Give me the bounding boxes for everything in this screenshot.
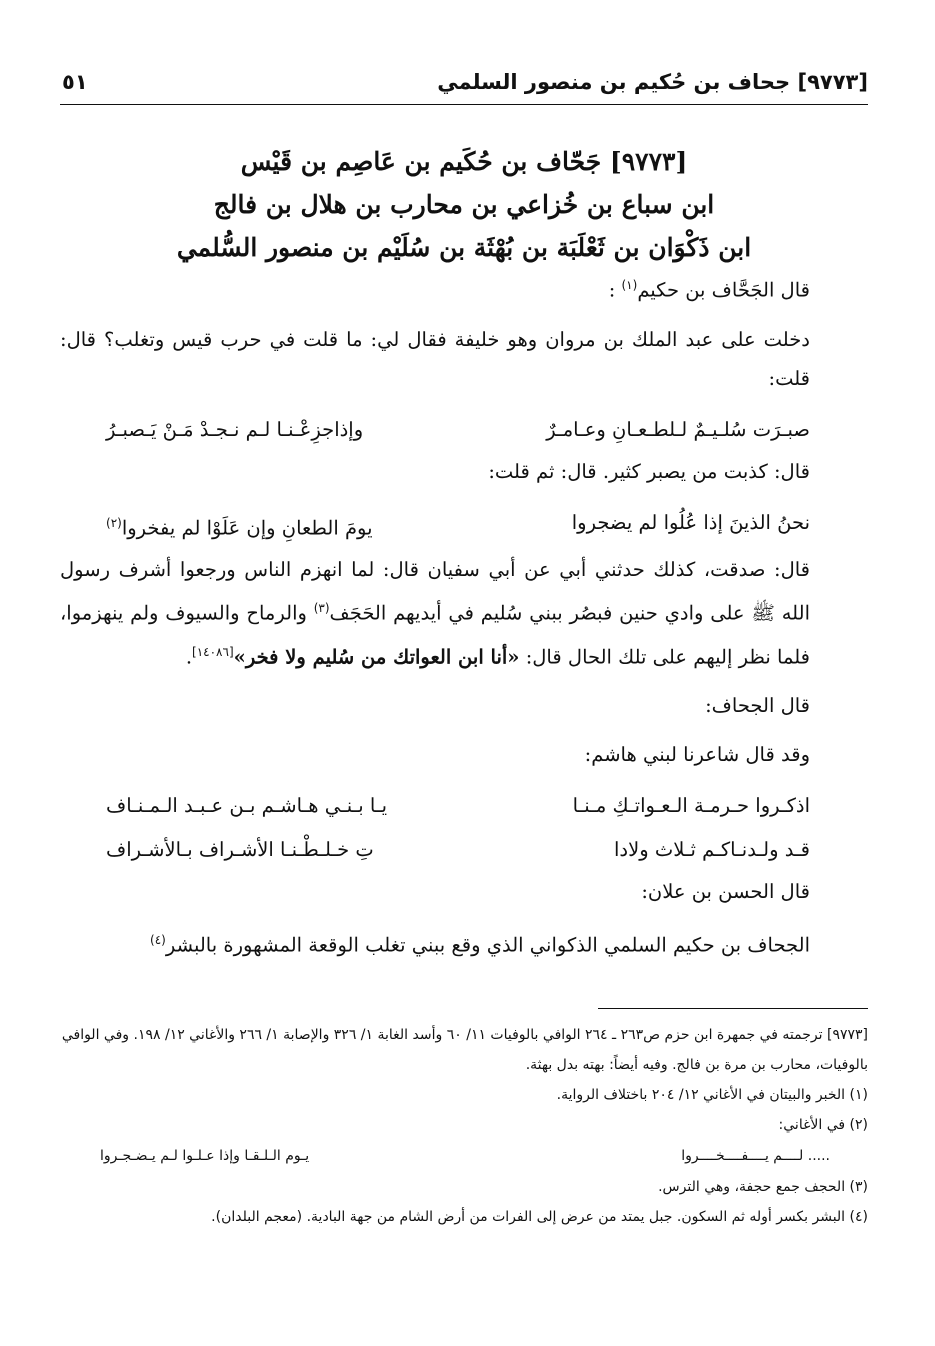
verse-second-hemistich: تِ خـلـطْـنـا الأشـراف بـالأشـراف xyxy=(106,838,374,861)
paragraph: قال الجحاف: xyxy=(705,694,810,717)
verse-second-hemistich: يـوم الـلـقـا وإذا عـلـوا لـم يـضـجـروا xyxy=(100,1148,310,1164)
verse-second-hemistich: يومَ الطعانِ وإن عَلَوْا لم يفخروا$^{(٢)}$ xyxy=(106,515,373,539)
entry-title-line-1: [٩٧٧٣] جَحّاف بن حُكَيم بن عَاصِم بن قَيْس xyxy=(240,147,688,176)
entry-title-line-3: ابن ذَكْوَان بن ثَعْلَبَة بن بُهْثَة بن سُلَيْم بن منصور السُّلمي xyxy=(176,233,752,262)
paragraph: قال: صدقت، كذلك حدثني أبي عن أبي سفيان قال: لما انهزم الناس ورجعوا أشرف رسول الله ﷺ على وادي حنين فبصُر ببني سُليم في أيديهم الحَجَف$^{(٣)}$ والرماح والسيوف ولم ينهزموا، فلما نظر إليهم على تلك الحال قال: «أنا ابن العواتك من سُليم ولا فخر»[١٤٠٨٦]. xyxy=(60,558,810,668)
verse-first-hemistich: ..... لــــم يــــفــــخــــروا xyxy=(681,1148,830,1164)
poem-verse xyxy=(60,501,868,551)
paragraph: قال الجَحَّاف بن حكيم$^{(١)}$ : xyxy=(608,278,810,302)
header-rule xyxy=(60,104,868,105)
paragraph: الجحاف بن حكيم السلمي الذكواني الذي وقع ببني تغلب الوقعة المشهورة بالبشر$^{(٤)}$ xyxy=(150,933,810,957)
verse-first-hemistich: نحنُ الذينَ إذا عُلُوا لم يضجروا xyxy=(571,510,810,534)
footnotes xyxy=(60,1020,868,1232)
paragraph: دخلت على عبد الملك بن مروان وهو خليفة فقال لي: ما قلت في حرب قيس وتغلب؟ قال: قلت: xyxy=(60,327,810,390)
footnote-3: (٣) الحجف جمع حجفة، وهي الترس. xyxy=(658,1179,868,1195)
paragraph: قال الحسن بن علان: xyxy=(641,880,810,903)
verse-first-hemistich: صبـرَت سُلـيـمٌ لـلطـعـانِ وعـامـرٌ xyxy=(546,417,810,441)
footnote-ref[interactable]: (٣) xyxy=(313,601,330,615)
footnote-ref[interactable]: (٢) xyxy=(106,515,122,530)
footnote-4: (٤) البشر بكسر أوله ثم السكون. جبل يمتد من عرض إلى الفرات من أرض الشام من جهة البادية. (معجم البلدان). xyxy=(211,1209,868,1225)
footnote-ref[interactable]: (٤) xyxy=(150,933,166,947)
running-header xyxy=(60,70,868,104)
verse-first-hemistich: قـد ولـدنـاكـم ثـلاث ولادا xyxy=(614,838,810,861)
entry-title xyxy=(60,140,868,269)
paragraph: وقد قال شاعرنا لبني هاشم: xyxy=(584,743,810,766)
poem-verse xyxy=(60,784,868,828)
hadith-quote: «أنا ابن العواتك من سُليم ولا فخر» xyxy=(233,645,520,668)
entry-title-line-2: ابن سباع بن خُزاعي بن محارب بن هلال بن فالج xyxy=(213,190,715,219)
verse-first-hemistich: اذكـروا حـرمـة الـعـواتـكِ مـنـا xyxy=(572,794,810,817)
paragraph: قال: كذبت من يصبر كثير. قال: ثم قلت: xyxy=(488,459,810,483)
running-header-title: [٩٧٧٣] جحاف بن حُكيم بن منصور السلمي xyxy=(437,70,868,94)
footnote-2: (٢) في الأغاني: xyxy=(778,1117,868,1133)
book-page xyxy=(60,60,868,1320)
poem-verse xyxy=(60,408,868,452)
poem-verse xyxy=(60,828,868,872)
verse-second-hemistich: يـا بـنـي هـاشـم بـن عـبـد الـمـنـاف xyxy=(106,794,388,817)
footnote-verse xyxy=(60,1140,868,1172)
verse-second-hemistich: وإذاجزِعْـنـا لـم نـجـدْ مَـنْ يَـصبـرُ xyxy=(106,417,364,441)
footnote-rule xyxy=(598,1008,868,1009)
hadith-number: [١٤٠٨٦] xyxy=(192,644,234,659)
footnote-ref[interactable]: (١) xyxy=(621,278,638,292)
page-number: ٥١ xyxy=(62,70,88,94)
entry-body xyxy=(60,266,868,965)
source-note: [٩٧٧٣] ترجمته في جمهرة ابن حزم ص٢٦٣ ـ ٢٦٤ الوافي بالوفيات ١١/ ٦٠ وأسد الغابة ١/ ٣٢٦ والإصابة ١/ ٢٦٦ والأغاني ١٢/ ١٩٨. وفي الوافي بالوفيات، محارب بن مرة بن فالج. وفيه أيضاً: بهته بدل بهثة. xyxy=(61,1027,868,1073)
footnote-1: (١) الخبر والبيتان في الأغاني ١٢/ ٢٠٤ باختلاف الرواية. xyxy=(556,1087,868,1103)
